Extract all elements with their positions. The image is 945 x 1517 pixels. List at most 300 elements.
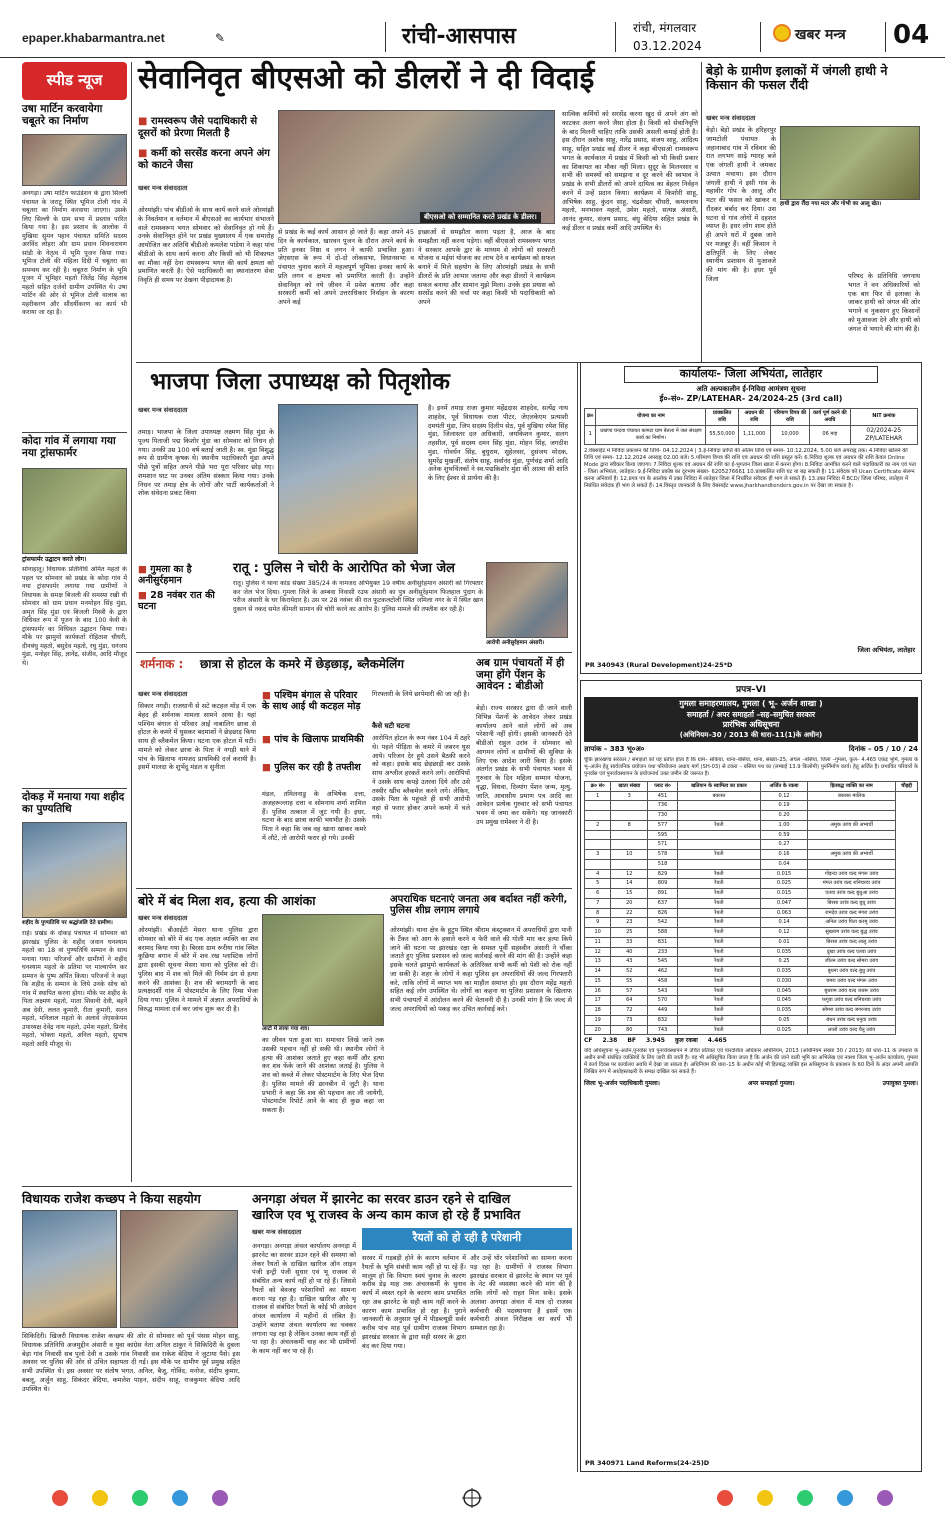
table-cell: 5 (585, 879, 611, 889)
table-cell: बकास्त (677, 791, 760, 801)
divider (885, 22, 886, 52)
divider (760, 22, 761, 52)
table-row (585, 967, 918, 977)
table-cell: 0.015 (761, 869, 808, 879)
table-cell: रैयती (677, 898, 760, 908)
table-cell: रैयती (677, 908, 760, 918)
table-cell: दुखा उरांव वल्द एतवा उरांव (807, 947, 895, 957)
tender-col-emd: अग्रधन की राशि (738, 409, 770, 426)
elephant-body-1: बेड़ो। बेड़ो प्रखंड के हरिहरपुर जामटोली पंचायत के जहानाबाद गांव में रविवार की रात लगभग साढ़े ग्यारह बजे एक जंगली हाथी ने जमकर उत्पात मचाया। इस दौरान जंगली हाथी ने इसी गांव के महावीर गोप के आलू और मटर की फसल को खाकर व रौंदकर बर्बाद कर दिया। उस घटना से गांव लोगों में दहशत व्याप्त है। इधर लोग शाम होते ही अपने घरों में दुबक जाने पर मजबूर हैं। वहीं किसान ने क्षतिपूर्ति के लिए लेकर स्थानीय प्रशासन से मुआवजे की मांग की है। इधर पूर्व जिला (706, 126, 776, 284)
table-cell: 2 (585, 820, 611, 830)
table-row (585, 986, 918, 996)
hotel-bullet-2: ■ पांच के खिलाफ प्राथमिकी (262, 734, 366, 745)
table-row (585, 850, 918, 860)
table-cell: 637 (648, 898, 678, 908)
pension-headline: अब ग्राम पंचायतों में ही जमा होंगे पेंशन के आवेदन : बीडीओ (476, 657, 565, 693)
land-total-3: 4.465 (707, 1037, 727, 1045)
table-cell: बंधन उरांव वल्द धनुवा उरांव (807, 1015, 895, 1025)
obit-body-2: है। इनमें तमाड़ राजा कुमार महेंद्रदास शाहदेव, सत्येंद्र नाथ शाहदेव, पूर्व विधायक राजा पीटर, जेएलकेएम प्रत्याशी दमयंती मुंडा, जिप सदस्य दिलीप सेठ, पूर्व मुखिया रमेश सिंह मुंडा, जिलास्तर दल अधिकारी, जयकिशन कुमार, सलग तहसील, पूर्व सदस्य दमन सिंह मुंडा, मोहन सिंह, जगदीश मुंडा, गोवर्धन सिंह, बुधुराम, सुहेलसर, दुसंजय मोदक, सुमरेंद्र मुखर्जी, संतोष साहू, सर्वानंद मुंडा, पूर्णचंद्र शर्मा आदि अनेक शुभचिंतकों ने स्व.पद्मकिशोर मुंडा की आत्मा की शांति के लिए ईश्वर से प्रार्थना की है। (428, 404, 568, 483)
table-cell: 55 (611, 976, 648, 986)
table-cell: 0.035 (761, 1006, 808, 1016)
divider (22, 432, 127, 433)
land-total-2: 3.945 (646, 1037, 665, 1045)
table-cell (611, 859, 648, 869)
table-cell: एतवा उरांव वल्द बुधुआ उरांव (807, 889, 895, 899)
lead-body-1: ओरमांझी। पांच बीडीओ के साथ कार्य करने वाले ओरमांझी के निवर्तमान व वर्तमान में बीएसओ का कार्यभार संभालने वाले रामस्वरूप भगत सोमवार को सेवानिवृत हो गये हैं। उनके सेवानिवृत होने पर प्रखंड मुख्यालय में एक समारोह आयोजित कर अतिथि बीडीओ कमलेश पांडेया ने कहा पांच बीडीओ के साथ कार्य करना और किसी को भी शिकायत का मौका नहीं देना रामस्वरूप भगत की कार्य क्षमता को प्रमाणित करती है। ऐसे पदाधिकारी का स्थानांतरण सेवा निवृति ही समय पर देखना पीड़ादायक है। (138, 206, 274, 285)
brand-logo-icon (773, 24, 791, 42)
cursor-icon: ✎ (215, 31, 226, 45)
table-cell (585, 840, 611, 850)
table-cell: 20 (611, 898, 648, 908)
table-cell: रैयती (677, 889, 760, 899)
rajesh-headline: विधायक राजेश कच्छप ने किया सहयोग (22, 1191, 201, 1206)
table-row (585, 801, 918, 811)
lead-photo (278, 110, 555, 224)
table-cell: 80 (611, 1025, 648, 1035)
table-cell: 10 (611, 850, 648, 860)
table-row (585, 791, 918, 801)
table-cell: 0.14 (761, 918, 808, 928)
table-cell: रैयती (677, 879, 760, 889)
table-cell: 14 (585, 967, 611, 977)
land-sign-3: उपायुक्त गुमला। (882, 1080, 918, 1088)
tender-col-fee: परिमाण विपत्र की राशि (770, 409, 810, 426)
table-row (585, 976, 918, 986)
table-cell: जीतन उरांव वल्द सोमरा उरांव (807, 957, 895, 967)
table-row (585, 811, 918, 821)
lead-photo-caption: बीएसओ को सम्मानित करते प्रखंड के डीलर। (420, 212, 541, 223)
color-dot (52, 1490, 68, 1506)
table-cell: 0.045 (761, 986, 808, 996)
table-cell: 0.045 (761, 996, 808, 1006)
pension-body: बेड़ो। राज्य सरकार द्वारा दी जाने वाली विभिन्न पेंशनों के आवेदन लेकर प्रखंड कार्यालय आने वाले लोगों को अब परेशानी नहीं होगी। इसकी जानकारी देते बीडीओ राहुल उरांव ने सोमवार को आगमन लोगों व ग्रामीणों की सुविधा के लिए एक आदेश जारी किया है। इसके अंतर्गत प्रखंड के सभी पंचायत भवन में गुरुवार के दिन महिला सम्मान योजना, वृद्धा, विधवा, दिव्यांग पेंशन जन्म, मृत्यु, जाति, आवासीय प्रमाण पत्र आदि का आवेदन प्रत्येक गुरुवार को सभी पंचायत भवन में जमा कर सकेंगे। यह जानकारी उप प्रमुख रामेश्वर ने दी है। (476, 704, 572, 826)
table-cell: 0.25 (761, 957, 808, 967)
anagara-byline: खबर मन्त्र संवाददाता (252, 1228, 302, 1236)
table-cell: 595 (648, 830, 678, 840)
table-row (585, 957, 918, 967)
table-cell: 449 (648, 1006, 678, 1016)
table-cell: 40 (611, 947, 648, 957)
table-cell: अमुक उरांव की अभ्यर्थी (807, 820, 895, 830)
table-cell: रैयती (677, 976, 760, 986)
table-cell: बिरसा उरांव वल्द बुधू उरांव (807, 898, 895, 908)
tender-notes: 2.वेबसाईट में निविदा प्रकाशन की तिथि- 04.12.2024 | 3.ई-निविदा प्राप्ति की अंतिम तिथि एवं समय- 10.12.2024, 5.00 बजे अपराह्न तक। 4.निविदा खोलने की तिथि एवं समय- 12.12.2024 अपराह्न 02.00 बजे। 5.परिमाण विपत्र की राशि एवं अग्रधन की राशि प्रस्तुत करें। 6.निविदा शुल्क एवं अग्रधन की राशि केवल Online Mode द्वारा स्वीकार किया जाएगा। 7.निविदा शुल्क एवं अग्रधन की राशि का ई-भुगतान जिला खाता में करना होगा। 8.निविदा आमंत्रित करने वाले पदाधिकारी का नाम एवं पता - जिला अभियंता, लातेहार। 9.ई-निविदा प्रकोष्ठ का दूरभाष संख्या- 6205276661 10.प्राक्कलित राशि घट या बढ़ सकती है। 11.संवेदक को Ucan Certificate संलग्न करना अनिवार्य है। 12.प्रपत्र पत्र के आलोक में उक्त निविदा में लातेहार जिला में निर्धारित संवेदक ही भाग ले सकते हैं। 13.उक्त निविदा में BCD/ जिला परिषद, लातेहार में निबंधित संवेदक ही भाग ले सकते हैं। 14.विस्तृत जानकारी के लिए वेबसाईट www.jharkhandtenders.gov.in पर देखा जा सकता है। (584, 447, 917, 490)
land-ref-date: दिनांक – 05 / 10 / 24 (848, 745, 918, 754)
lead-headline: सेवानिवृत बीएसओ को डीलरों ने दी विदाई (138, 61, 595, 96)
table-cell: 0.19 (761, 801, 808, 811)
table-cell: 22 (611, 908, 648, 918)
murder-headline: बोरे में बंद मिला शव, हत्या की आशंका (138, 893, 316, 908)
table-row (585, 898, 918, 908)
table-cell: 0.015 (761, 889, 808, 899)
table-cell: 462 (648, 967, 678, 977)
table-cell: लालो उरांव वल्द चैतू उरांव (807, 1025, 895, 1035)
divider (615, 22, 616, 52)
table-cell: 17 (585, 996, 611, 1006)
table-cell: 0.063 (761, 908, 808, 918)
table-cell: 8 (585, 908, 611, 918)
anagara-headline-1: अनगड़ा अंचल में झारनेट का सरवर डाउन रहने से दाखिल (252, 1191, 511, 1206)
crime-headline: अपराधिक घटनाएं जनता अब बर्दाश्त नहीं करेगी, पुलिस शीघ्र लगाम लगाये (390, 894, 568, 916)
hotel-subhead: कैसे घटी घटना (372, 722, 410, 730)
color-dot (132, 1490, 148, 1506)
color-dot (717, 1490, 733, 1506)
table-cell: 33 (611, 937, 648, 947)
table-cell (611, 830, 648, 840)
table-cell: 518 (648, 859, 678, 869)
speed-news-photo-2 (22, 468, 127, 554)
color-dot (212, 1490, 228, 1506)
table-cell (807, 859, 895, 869)
table-cell (585, 811, 611, 821)
speed-news-title-2: कोदा गांव में लगाया गया नया ट्रांसफार्मर (22, 435, 116, 459)
table-cell: 19 (585, 1015, 611, 1025)
table-cell: 73 (611, 1015, 648, 1025)
speed-news-body-2: सोनाहातू। विधायक प्रतिनिधि अमित महतो के पहल पर सोमवार को प्रखंड के कोदा गांव में नया ट्रांसफार्मर लगाया गया ग्रामीणों ने विधायक के समक्ष बिजली की समस्या रखी थी सोमवार को ग्राम प्रधान मनमोहन सिंह मुंडा, अमृत सिंह मुंडा एवं बिजली मिस्त्री के द्वारा विधिवत रूप में पूजन के बाद 100 केवी के ट्रांसफार्मर का विधिवत उद्घाटन किया गया। मौके पर झामुमो कार्यकर्ता रोहिताश चौधरी, दीनबंधु महतो, बसुदेव महतो, रघु मुंडा, धनंजय मुंडा, मनोहर सिंह, ज्ञानेंद्र, संजीव, आदि मौजूद थे। (22, 566, 127, 667)
rajesh-photo-1 (22, 1210, 117, 1328)
table-cell: रैयती (677, 918, 760, 928)
table-cell: रैयती (677, 947, 760, 957)
speed-news-caption-3: शहीद के पुण्यतिथि पर श्रद्धांजलि देते ग्रामीण। (22, 920, 113, 926)
land-sign-2: अपर समाहर्ता गुमला। (747, 1080, 795, 1088)
speed-news-body-3: राहे। प्रखंड के दोकड़ पंचायत में सोमवार को झारखंड पुलिस के शहीद जवान घनश्याम महतो का 18 वां पुण्यतिथि सम्मान के साथ मनाया गया। परिजनों और ग्रामीणों ने शहीद घनश्याम महतो के प्रतिमा पर माल्यार्पण कर सम्मान के पुष्प अर्पित किया। परिजनों ने कहा कि शहीद के सम्मान के लिये उनके सोच को गांव में स्थापित करना होगा। मौके पर शहीद के पिता लक्ष्मण महतो, माता शिवानी देवी, बहनें अब देवी, ललत कुमारी, रीता कुमारी, सतन महतो, मनिलाल महतो के अलावे जेएसकेपम उपाध्यक्ष देवेंद्र नाथ महतो, उमेश महतो, प्रिनोद महतो, भोक्ता महतो, अनिल महतो, सुभाष महतो आदि मौजूद थे। (22, 930, 127, 1048)
table-cell: 588 (648, 928, 678, 938)
table-row (585, 879, 918, 889)
table-cell: 832 (648, 1015, 678, 1025)
table-cell (611, 840, 648, 850)
table-cell (611, 801, 648, 811)
tender-col-time: कार्य पूर्ण करने की अवधि (810, 409, 850, 426)
color-dot (757, 1490, 773, 1506)
table-cell: रैयती (677, 1015, 760, 1025)
speed-news-caption-2: ट्रांसफार्मर उद्घाटन करते लोग। (22, 556, 87, 563)
table-cell: 542 (648, 918, 678, 928)
table-cell: रैयती (677, 928, 760, 938)
color-dot (172, 1490, 188, 1506)
table-cell: 10 (585, 928, 611, 938)
color-dot (797, 1490, 813, 1506)
land-cf: CF (584, 1037, 593, 1045)
table-cell: 25 (611, 928, 648, 938)
table-cell: बुधना उरांव वल्द बुधु उरांव (807, 967, 895, 977)
theft-body: रातू। पुलिस ने थाना कांड संख्या 385/24 के नामजद अभियुक्त 19 वर्षीय अनीसुर्रहमान अंसारी को गिरफ्तार कर जेल भेज दिया। गुमला जिले के अम्बवा निवासी रउफ अंसारी का पुत्र अनीसुर्रहमान फिलहाल पुंदाग के परीज अंसारी के घर किरायेदार है। उस पर 28 नवंबर की रात फुटकलटोली स्थित जमिला नगर के में स्थित खान दुकान से नकद समेत कीमती सामान की चोरी करने का आरोप है। पुलिस मामले की तफ्तीश कर रही है। (233, 580, 483, 613)
table-row (585, 869, 918, 879)
elephant-body-2: परिषद के प्रतिनिधि जगनाथ भगत ने वन अधिकारियों को एक बार फिर से इलाका के जाकर हाथी को जंगल की ओर भगाने व नुकसान हुए किसानों को मुआवजा देने और हाथी को जंगल से भगाने की मांग की है। (848, 272, 920, 333)
table-cell: रैयती (677, 850, 760, 860)
hotel-headline-prefix: शर्मनाक : (140, 657, 184, 671)
crime-body: ओरमांझी। थाना क्षेत्र के हुटुप स्थित श्रीराम कंस्ट्रक्शन में अपराधियों द्वारा पानी के टैंकर को आग के हवाले करने व फेरी वाले की गोली मार कर हत्या किये जाने की घटना पर झारखंड रक्षा के समस्त पूर्वी सहस्वीन अंसारी ने चौंका जताते हुए पुलिस प्रशासन को जल्द कार्रवाई करने की मांग की है। उन्होंने कहा इसके चलते झामुमो कार्यकर्ता के अतिरिक्त सभी कर्मी को पेशी को रोक नहीं जा सकी है। शहर के लोगों ने कहा पुलिस इन अपराधियों की जल्द गिरफ्तारी करे, ताकि लोगों में व्याप्त भय का माहौल समाप्त हो। इस दौरान महेंद्र महतो सहित कई लोग उपस्थित थे। लोगों का कहना था पुलिस प्रशासन के खिलाफ सभी पंचायतों में आंदोलन करने की चेतावनी दी है। उनकी मांग है कि जल्द से जल्द अपराधियों को पकड़ कर उचित कार्रवाई करे। (390, 926, 572, 1013)
table-cell (585, 801, 611, 811)
anagara-body-3: और उन्हें घोर परेशानियों का सामना करना पड़ रहा है। ग्रामीणों ने राजस्व विभाग झारखंड सरकार से झारनेट के स्थान पर पूर्व के नेट की व्यवस्था करने की मांग की है ताकि लोगों को राहत मिल सके। इसके अलावा अनगड़ा अंचल में मात्र दो राजस्व कर्मचारी की पदस्थापना है इसमें एक कर्मचारी अंचल निरीक्षक का कार्य भी सम्भाल रहा है। (470, 1254, 572, 1333)
anagara-body-1: अनगड़ा। अनगड़ा अंचल कार्यालय अनगड़ा में झारनेट का सरवर डाउन रहने की समस्या को लेकर रैयतों के दाखिल खारिज ऑन लाइन पंजी इन्ट्री पंजी सुधार एवं भू राजस्व से संबंधित अन्य कार्य नहीं हो पा रहे हैं। जिससे रैयतों को बेवजह परेशानियों का सामना करना पड़ रहा है। दाखिल खारिज और भू राजस्व से संबंधित रैयतों के कोई भी आवेदन अंचल कार्यालय में महीनों से लंबित है। उन्होंने बताया अंचल कार्यालय का चक्कर लगाना पड़ रहा है लेकिन उनका काम नहीं हो पा रहा है। अंचलकर्मी चाह कर भी ग्रामीणों के काम नहीं कर पा रहे हैं। (252, 1242, 356, 1356)
table-row (585, 1015, 918, 1025)
table-cell (807, 830, 895, 840)
table-cell: बिरसा उरांव वल्द लालु उरांव (807, 937, 895, 947)
obit-headline: भाजपा जिला उपाध्यक्ष को पितृशोक (150, 369, 450, 395)
table-cell: 4 (585, 869, 611, 879)
land-footer: यदि अधिसूचना भू–अर्जन,पुनर्वास एवं पुनर्व्यवस्थापन में उचित प्रतिकर एवं पारदर्शिता अधिकार अधिनियम, 2013 (अधिनियम संख्या 30 / 2013) की धारा–11 के उपधारा के अधीन सभी संबंधित व्यक्तियों के लिए जारी की जाती है। यह भी अधिसूचित किया जाता है कि अर्जन की जाने वाली भूमि का अभिलेख एवं नक्शा जिला भू–अर्जन कार्यालय, गुमला में कार्य दिवस पर कार्यालय अवधि में देखा जा सकता है। अधिनियम की धारा–15 के अधीन कोई भी हितबद्ध व्यक्ति इस अधिसूचना के प्रकाशन के 60 दिनों के अंदर अपनी आपत्ति लिखित रूप में अधोहस्ताक्षरी के समक्ष दाखिल कर सकते हैं। (584, 1048, 918, 1076)
table-cell: 451 (648, 791, 678, 801)
table-cell: 13 (585, 957, 611, 967)
table-cell: 20 (585, 1025, 611, 1035)
table-cell: 0.025 (761, 1025, 808, 1035)
obit-body-1: तमाड़। भाजपा के जिला उपाध्यक्ष लक्ष्मण सिंह मुंडा के पूज्य पिताजी पद्म किशोर मुंडा का सोमवार को निधन हो गया। उनकी उम्र 100 वर्ष बताई जाती है। स्व. मुंडा विशुद्ध रूप से ग्रामीण कृषक थे। स्थानीय पदाधिकारी मुंडा अपने पीछे पुत्रों सहित अपने पीछे भरा पूरा परिवार छोड़ गए। शमशान घाट पर उनका अंतिम संस्कार किया गया। उनके निधन पर तमाड़ क्षेत्र के लोगों और पार्टी कार्यकर्ताओं ने शोक संवेदना प्रकट किया (138, 428, 274, 498)
table-cell (585, 859, 611, 869)
table-cell: 0.27 (761, 840, 808, 850)
table-cell: गोइन्दा उरांव वल्द मंगरू उरांव (807, 869, 895, 879)
tender-col-sl: क्र० (585, 409, 596, 426)
divider (136, 888, 572, 889)
table-cell (677, 840, 760, 850)
table-cell: 1 (585, 791, 611, 801)
table-cell: 543 (648, 986, 678, 996)
table-row (585, 859, 918, 869)
tender-col-work: योजना का नाम (596, 409, 706, 426)
color-dot (92, 1490, 108, 1506)
table-cell: 6 (585, 889, 611, 899)
city-day: रांची, मंगलवार (633, 21, 697, 35)
theft-photo-caption: आरोपी अनीसुर्रहमान अंसारी। (486, 640, 545, 646)
table-cell: 57 (611, 986, 648, 996)
tender-col-nit: NIT क्रमांक (850, 409, 917, 426)
table-cell (611, 811, 648, 821)
column-divider (131, 62, 132, 1182)
table-cell: चमरा उरांव वल्द मंगरू उरांव (807, 976, 895, 986)
tender-notice (580, 362, 922, 674)
land-total-label: कुल रकबा (674, 1037, 698, 1045)
hotel-headline: छात्रा से होटल के कमरे में छेड़छाड़, ब्लैकमेलिंग (200, 657, 404, 671)
table-cell: रैयती (677, 986, 760, 996)
table-cell: 826 (648, 908, 678, 918)
table-row (585, 820, 918, 830)
theft-bullet-2: ■ 28 नवंबर रात की घटना (138, 590, 228, 613)
table-cell: 11 (585, 937, 611, 947)
table-cell (807, 811, 895, 821)
table-cell: 0.04 (761, 859, 808, 869)
table-cell: 545 (648, 957, 678, 967)
murder-photo (262, 914, 384, 1026)
table-cell: 809 (648, 879, 678, 889)
table-cell: सोमरा उरांव वल्द जगरनाथ उरांव (807, 1006, 895, 1016)
tender-col-amount: प्राक्कलित राशि (706, 409, 738, 426)
anagara-headline-2: खारिज एव भू राजस्व के अन्य काम काज हो रहे हैं प्रभावित (252, 1207, 521, 1222)
table-cell: बुधराम उरांव वल्द जतरू उरांव (807, 986, 895, 996)
table-cell: 0.030 (761, 976, 808, 986)
land-total-1: 2.38 (602, 1037, 618, 1045)
table-cell: 8 (611, 820, 648, 830)
elephant-byline: खबर मन्त्र संवाददाता (706, 114, 756, 122)
table-row (585, 947, 918, 957)
theft-headline: रातू : पुलिस ने चोरी के आरोपित को भेजा जेल (233, 561, 455, 576)
table-cell (677, 859, 760, 869)
table-cell (677, 801, 760, 811)
table-cell: फगुवा उरांव वल्द शनिचरवा उरांव (807, 996, 895, 1006)
table-cell: 458 (648, 976, 678, 986)
hotel-bullet-3: ■ पुलिस कर रही है तफ्तीश (262, 762, 366, 773)
land-table: क्र० सं० खाता संख्या प्लाट सं० खतियान के स्वामित्व का प्रकार अर्जित के रकबा हितबद्ध व्यक्ति का नाम चौहद्दी 1 3 451 बकास्त 0.12 बकास्त मालिक 736 0.19 730 0.20 2 8 577 रैयती 1.00 अमुक उरांव की अभ्यर्थी 595 0.59 571 0.27 3 10 578 रैयती 0.16 अमुक उरांव की अभ्यर्थी 518 0.04 4 12 829 रैयती 0.015 गोइन्दा उरांव वल्द मंगरू उरांव 5 14 809 रैयती 0.025 मंगल उरांव वल्द शनिचरवा उरांव 6 15 891 रैयती 0.015 एतवा उरांव वल्द बुधुआ उरांव 7 20 637 रैयती 0.047 बिरसा उरांव वल्द बुधू उरांव 8 22 826 रैयती 0.063 रामदेव उरांव वल्द मंगरा उरांव 9 23 542 रैयती 0.14 अनिल उरांव पिता करमू उरांव 10 25 588 रैयती 0.12 सुखराम उरांव वल्द बुद्ध उरांव 11 33 831 रैयती 0.01 बिरसा उरांव वल्द लालु उरांव 12 40 233 रैयती 0.035 दुखा उरांव वल्द एतवा उरांव 13 43 545 रैयती 0.25 जीतन उरांव वल्द सोमरा उरांव 14 52 462 रैयती 0.035 बुधना उरांव वल्द बुधु उरांव 15 55 458 रैयती 0.030 चमरा उरांव वल्द मंगरू उरांव 16 57 543 रैयती 0.045 बुधराम उरांव वल्द जतरू उरांव 17 64 570 रैयती 0.045 फगुवा उरांव वल्द शनिचरवा उरांव 18 72 449 रैयती 0.035 सोमरा उरांव वल्द जगरनाथ उरांव 19 73 832 रैयती 0.05 बंधन उरांव वल्द धनुवा उरांव 20 80 743 रैयती 0.025 लालो उरांव वल्द चैतू उरांव (584, 781, 918, 1036)
land-sign-1: जिला भू–अर्जन पदाधिकारी गुमला। (584, 1080, 660, 1088)
table-cell: रैयती (677, 996, 760, 1006)
table-cell: 0.035 (761, 967, 808, 977)
table-row (585, 937, 918, 947)
table-cell: रैयती (677, 967, 760, 977)
murder-byline: खबर मन्त्र संवाददाता (138, 914, 188, 922)
table-cell: 0.12 (761, 928, 808, 938)
table-cell (677, 830, 760, 840)
table-cell: अनिल उरांव पिता करमू उरांव (807, 918, 895, 928)
hotel-body-1: सिकार नगड़ी। राजधानी से सटे कटहल मोड़ में एक बेहद ही शर्मनाक मामला सामने आया है। यहां पश्चिम बंगाल से परिवार आई नाबालिग छात्रा से होटल के कमरे में घुसकर बदमाशों ने छेड़छाड़ किया साथ ही ब्लैकमेल किया। घटना एक होटल में घटी। मामले को लेकर छात्रा के पिता ने नगड़ी थाने में पांच के खिलाफ नामजद प्राथमिकी दर्ज करायी है। इसमें मालदा के शुभेंदु मंडल व सुनीता (138, 702, 256, 772)
table-cell: 736 (648, 801, 678, 811)
divider (136, 652, 572, 653)
table-cell (677, 811, 760, 821)
table-cell: 829 (648, 869, 678, 879)
table-cell: 0.59 (761, 830, 808, 840)
table-cell: 578 (648, 850, 678, 860)
tender-title: कार्यालयः- जिला अभियंता, लातेहार (624, 366, 878, 383)
table-row (585, 996, 918, 1006)
table-cell: 0.20 (761, 811, 808, 821)
column-divider (577, 362, 578, 1472)
table-cell: 72 (611, 1006, 648, 1016)
tender-signer: जिला अभियंता, लातेहार (857, 646, 915, 655)
table-cell: 12 (611, 869, 648, 879)
table-cell: रैयती (677, 1006, 760, 1016)
site-url[interactable]: epaper.khabarmantra.net (22, 31, 165, 45)
anagara-body-2: सरवर में गड़बड़ी होने के कारण वर्तमान में रैयतों के भूमि संबंधी काम नहीं हो पा रहे हैं। मालूम हो कि विभाग स्वयं चुनाव के कारण करीब डेढ़ माह तक अंचलकर्मी के चुनाव कार्य में व्यस्त रहने के कारण काम प्रभावित रहा अब झारनेट के सही काम नहीं करने के कारण काम प्रभावित हो रहा है। पुराने जानकारी के अनुसार पूर्व में पीडब्ल्यूडी सर्वर करीब पांच माह पूर्व ग्रामीण राजस्व विभाग झारखंड सरकार के द्वारा सही सरवर के द्वारा बंद कर दिया गया। (362, 1254, 466, 1350)
table-cell: 0.05 (761, 1015, 808, 1025)
divider (22, 788, 127, 789)
table-cell: 0.01 (761, 937, 808, 947)
table-cell: 52 (611, 967, 648, 977)
column-divider (701, 62, 702, 362)
land-notice-title: प्रारंभिक अधिसूचना (722, 720, 780, 730)
issue-date: 03.12.2024 (633, 39, 702, 53)
speed-news-photo-3 (22, 822, 127, 918)
obit-byline: खबर मन्त्र संवाददाता (138, 406, 188, 414)
page-number: 04 (893, 20, 930, 50)
hotel-body-3: गिरफ्तारी के लिये छापेमारी की जा रही है। (372, 690, 470, 698)
land-act: (अधिनियम–30 / 2013 की धारा–11(1)के अधीन) (679, 730, 823, 739)
table-cell: मंगल उरांव वल्द शनिचरवा उरांव (807, 879, 895, 889)
land-form: प्रपत्र–VI (735, 685, 766, 695)
land-office-2: समाहर्ता / अपर समाहर्ता –सह–समुचित सरकार (686, 709, 816, 719)
lead-bullet-2: ■ कर्मी को सरसेंड करना अपने अंग को काटने जैसा (138, 148, 274, 172)
table-cell (807, 801, 895, 811)
hotel-body-4: आरोपित होटल के रूम नंबर 104 में ठहरे थे। पहले पीड़िता के कमरे में जबरन घुस आये। परिजन देर हुये उसने बैठकी करने को कहा। इसके बाद छेड़छाड़ी कर उसके साथ अश्लील हरकतें करने लगे। आरोपियों ने उसके साथ कपड़े उतरवा दिये और उसे तस्वीर खींच ब्लैकमेल करने लगे। लेकिन, उसके पिता के पहुंचते ही सभी आरोपी वहां से फरार होकर अपने कमरे में चले गये। (372, 734, 470, 821)
theft-photo (486, 562, 568, 638)
table-cell: 831 (648, 937, 678, 947)
table-cell: 0.12 (761, 791, 808, 801)
table-cell: रैयती (677, 937, 760, 947)
color-dot (877, 1490, 893, 1506)
table-row (585, 889, 918, 899)
table-cell: 9 (585, 918, 611, 928)
color-dot (837, 1490, 853, 1506)
table-cell: रामदेव उरांव वल्द मंगरा उरांव (807, 908, 895, 918)
land-bf: BF (627, 1037, 636, 1045)
table-cell: 0.047 (761, 898, 808, 908)
lead-bullet-1: ■ रामस्वरूप जैसे पदाधिकारी से दूसरों को प्रेरणा मिलती है (138, 116, 274, 140)
divider (385, 22, 386, 52)
table-cell: 891 (648, 889, 678, 899)
land-office: गुमला समाहरणालय, गुमला ( भू– अर्जन शाखा ) (679, 699, 823, 709)
table-row (585, 1025, 918, 1035)
land-ref-no: ज्ञापांक – 383 भू०अ० (584, 745, 645, 754)
table-cell: 12 (585, 947, 611, 957)
murder-body-2: का जीवन पता हुआ था। समाचार लिखे जाने तक उसकी पहचान नहीं हो सकी थी। स्थानीय लोगों ने हत्या की आशंका जताते हुए कहा कर्मी और हत्या कर शव फेंके जाने की आशंका जताई है। पुलिस ने शव को कब्जे में लेकर पोस्टमार्टम के लिए भेज दिया है। पुलिस मामले की छानबीन में जुटी है। थाना प्रभारी ने कहा कि शव की पहचान कर ली जायेगी, पोस्टमार्टम रिपोर्ट आने के बाद ही कुछ कहा जा सकता है। (262, 1036, 384, 1115)
brand-name: खबर मन्त्र (795, 27, 846, 43)
obit-photo (278, 404, 418, 554)
speed-news-photo-1 (22, 134, 127, 186)
table-cell: 14 (611, 879, 648, 889)
divider (22, 1186, 572, 1187)
table-cell: 743 (648, 1025, 678, 1035)
table-cell: 15 (585, 976, 611, 986)
table-cell: 0.025 (761, 879, 808, 889)
hotel-byline: खबर मन्त्र संवाददाता (138, 690, 188, 698)
hotel-body-2: मंडल, तमिलनाडु के अभिषेक दत्ता, अजहरूल्लाह दत्ता व सोमनाथ शर्मा शामिल हैं। पुलिस तत्काल में जुट गयी है। इधर, घटना के बाद छात्रा काफी भयभीत है। उसके पिता ने कहा कि जब वह खाना खाकर कमरे में लौटे, तो आरोपी फरार हो गये। उनकी (262, 790, 366, 842)
table-row (585, 928, 918, 938)
table-cell: 1.00 (761, 820, 808, 830)
table-cell (807, 840, 895, 850)
land-pr: PR 340971 Land Reforms(24-25)D (585, 1459, 710, 1468)
table-cell: अमुक उरांव की अभ्यर्थी (807, 850, 895, 860)
speed-news-label: स्पीड न्यूज (22, 62, 127, 100)
elephant-photo (780, 126, 920, 200)
table-cell: 18 (585, 1006, 611, 1016)
table-row: 1 प्रखण्ड चन्दवा पंचायत कामटा ग्राम बेतला में जल संरक्षण कार्य का निर्माण। 55,50,000 1,11,000 10,000 06 माह 02/2024-25 ZP/LATEHAR (585, 425, 918, 444)
tender-pr: PR 340943 (Rural Development)24-25*D (585, 661, 733, 670)
table-row (585, 840, 918, 850)
speed-news-title-3: दोकड़ में मनाया गया शहीद का पुण्यतिथि (22, 791, 125, 815)
table-cell: 0.16 (761, 850, 808, 860)
murder-body-1: ओरमांझी। बीआईटी मेसरा थाना पुलिस द्वारा सोमवार को बोरे में बंद एक अज्ञात व्यक्ति का शव बरामद किया गया है। बिरसा ग्राम रूरीया गांव स्थित कुछिया बगान में बोरे में शव रख प्लास्टिक लोगों द्वारा इसकी सूचना मेसरा थाना को पुलिस को दी। पुलिस बाद में शव को मिले की निर्मम ढंग से हत्या करने की आशंका है। शव की बरामदगी के बाद प्रत्यक्षदर्शी गांव में पोस्टमार्टम के लिए रिम्स भेजा दिया गया। पुलिस ने मामले में अज्ञात अपराधियों के विरुद्ध मामला दर्ज कर जांच शुरू कर दी है। (138, 926, 258, 1013)
table-cell: 0.035 (761, 947, 808, 957)
table-cell: 16 (585, 986, 611, 996)
murder-photo-caption: आटो में लाया गया शव। (262, 1026, 310, 1032)
table-cell: 577 (648, 820, 678, 830)
tender-subtitle: अति अल्पकालीन ई-निविदा आमंत्रण सूचना (696, 384, 806, 393)
table-cell: 15 (611, 889, 648, 899)
table-cell: रैयती (677, 869, 760, 879)
table-cell: सुखराम उरांव वल्द बुद्ध उरांव (807, 928, 895, 938)
table-cell: 3 (611, 791, 648, 801)
section-title: रांची-आसपास (402, 24, 516, 49)
elephant-photo-caption: हाथी द्वारा रौंदा गया मटर और गोभी का आलू खेत। (780, 201, 882, 207)
table-cell: रैयती (677, 1025, 760, 1035)
table-cell: 3 (585, 850, 611, 860)
tender-table (584, 408, 918, 445)
table-cell: बकास्त मालिक (807, 791, 895, 801)
table-cell: 233 (648, 947, 678, 957)
lead-body-4: सात्विक कर्मियों को सरसेंड करना खुद से अपने अंग को काटकर अलग करने जैसा होता है। किसी को सेवानिवृत्ति के बाद मिलनी चाहिए ताकि उसकी असली कमाई होती है। इस दौरान अशोक साहू, नारेंद्र प्रसाद, संजय साहू, आदित्य साहू, सहित प्रखंड कई डीलर ने कहा बीएसओ रामस्वरूप भगत के कार्यकाल में प्रखंड में किसी को भी किसी प्रकार का शिकायत का मौका नहीं मिला। सुदूर के मिलनसार व सभी की समस्यों को समझना व दूर करने की स्वभाव ने प्रखंड के सभी डीलरों को अपने दायित्व का बेहतर निर्वहन करने में उन्हें प्रदान किया। कार्यक्रम में किशोरी साहू, अभिषेक साहू, कुंदन साहू, चंद्रशेखर चौधरी, कमलनाथ महतो, मनभावन महतो, उमेश महतो, सत्यन्न अंसारी, आनंद कुमार, संजय प्रसाद, बंधु बेदिया सहित प्रखंड के कई डीलर व प्रखंड कर्मी आदि उपस्थित थे। (562, 110, 698, 232)
land-notice (580, 680, 922, 1472)
elephant-headline: बेड़ो के ग्रामीण इलाकों में जंगली हाथी ने किसान की फसल रौंदी (706, 63, 888, 92)
table-cell: 23 (611, 918, 648, 928)
anagara-banner: रैयतों को हो रही है परेशानी (362, 1228, 572, 1250)
lead-body-2: से प्रखंड के कई कार्य आसान हो जाते हैं। कहा अपने 45 दिन के कार्यकाल, खारवन पूजन के दौरान अपने कार्य के प्रति इनका निष्ठा व लगन ने काफी प्रभावित हुआ। जेएसएस के रूप में दो-दो लोकसभा, विधानसभा व पंचायत चुनाव करने में महत्वपूर्ण भूमिका इनका कार्य के प्रति लगन व क्षमता को प्रमाणित करती है। उन्होंने सेवानिवृत को नये जीवन में प्रवेश बताया और कहा सरकारी कर्मी को अपने उत्तराधिकार निर्वाहन के कारण अपने कई (278, 228, 414, 307)
table-cell: 730 (648, 811, 678, 821)
lead-byline: खबर मन्त्र संवाददाता (138, 184, 188, 192)
hotel-bullet-1: ■ पश्चिम बंगाल से परिवार के साथ आई थी कटहल मोड़ (262, 690, 366, 713)
table-cell: 570 (648, 996, 678, 1006)
speed-news-title-1: उषा मार्टिन करवायेगा चबूतरे का निर्माण (22, 103, 103, 127)
registration-bar (0, 1478, 945, 1517)
registration-marks (0, 1478, 945, 1517)
lead-body-3: इच्छाओं से समझौता करना पड़ता है, आज के बाद समझौता नहीं करना पड़ेगा। वहीं बीएसओ रामस्वरूप भगत ने सरकार आपके द्वार के माध्यम से लोगों को सरकारी योजना व मईयां योजना का लाभ देने व कार्यक्रम को सफल बनाने में मिले सहयोग के लिए ओरमांझी प्रखंड के सभी डीलरों के प्रति आभार जताया और कहा डीलरों ने कार्यक्रम सफल बनाया और सामान मुझे मिला। उनके इस प्रयास को सरसेंड करने की चर्चा पर कहा किसी भी पदाधिकारी को अपने (418, 228, 555, 307)
table-cell: रैयती (677, 957, 760, 967)
masthead (0, 0, 945, 58)
